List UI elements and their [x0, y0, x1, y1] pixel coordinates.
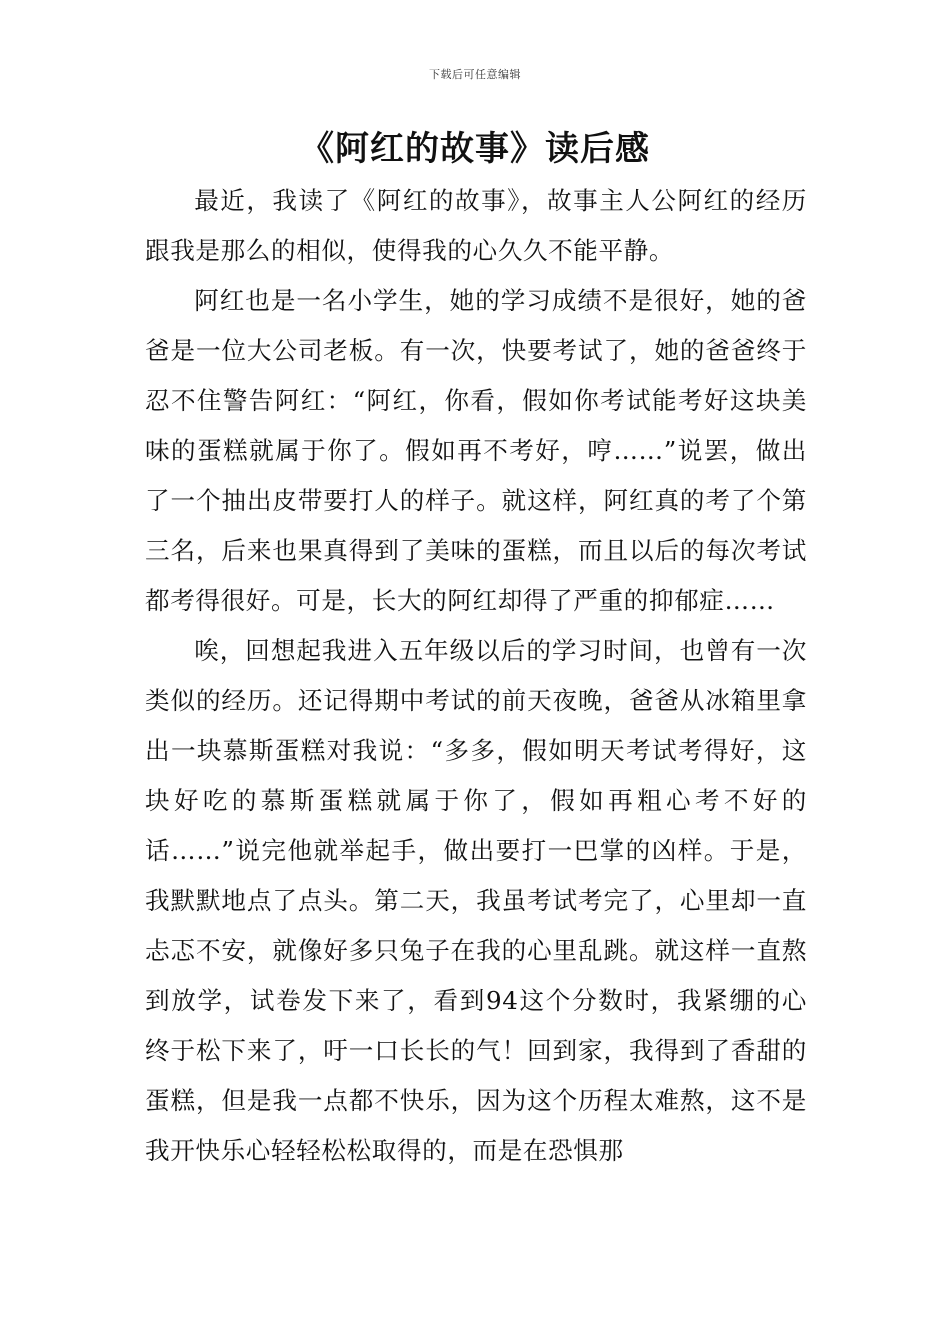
article-body [145, 176, 807, 1176]
paragraph-2: 阿红也是一名小学生，她的学习成绩不是很好，她的爸爸是一位大公司老板。有一次，快要考试了，她的爸爸终于忍不住警告阿红：“阿红，你看，假如你考试能考好这块美味的蛋糕就属于你了。假如再不考好，哼……”说罢，做出了一个抽出皮带要打人的样子。就这样，阿红真的考了个第三名，后来也果真得到了美味的蛋糕，而且以后的每次考试都考得很好。可是，长大的阿红却得了严重的抑郁症…… [145, 286, 807, 615]
page-title: 《阿红的故事》读后感 [300, 129, 650, 169]
paragraph-1: 最近，我读了《阿红的故事》，故事主人公阿红的经历跟我是那么的相似，使得我的心久久不能平静。 [145, 186, 807, 265]
paragraph-3: 唉，回想起我进入五年级以后的学习时间，也曾有一次类似的经历。还记得期中考试的前天夜晚，爸爸从冰箱里拿出一块慕斯蛋糕对我说：“多多，假如明天考试考得好，这块好吃的慕斯蛋糕就属于你了，假如再粗心考不好的话……”说完他就举起手，做出要打一巴掌的凶样。于是，我默默地点了点头。第二天，我虽考试考完了，心里却一直忐忑不安，就像好多只兔子在我的心里乱跳。就这样一直熬到放学，试卷发下来了，看到94这个分数时，我紧绷的心终于松下来了，吁一口长长的气！回到家，我得到了香甜的蛋糕，但是我一点都不快乐，因为这个历程太难熬，这不是我开快乐心轻轻松松取得的，而是在恐惧那 [145, 636, 807, 1165]
header-note: 下载后可任意编辑 [429, 68, 521, 81]
